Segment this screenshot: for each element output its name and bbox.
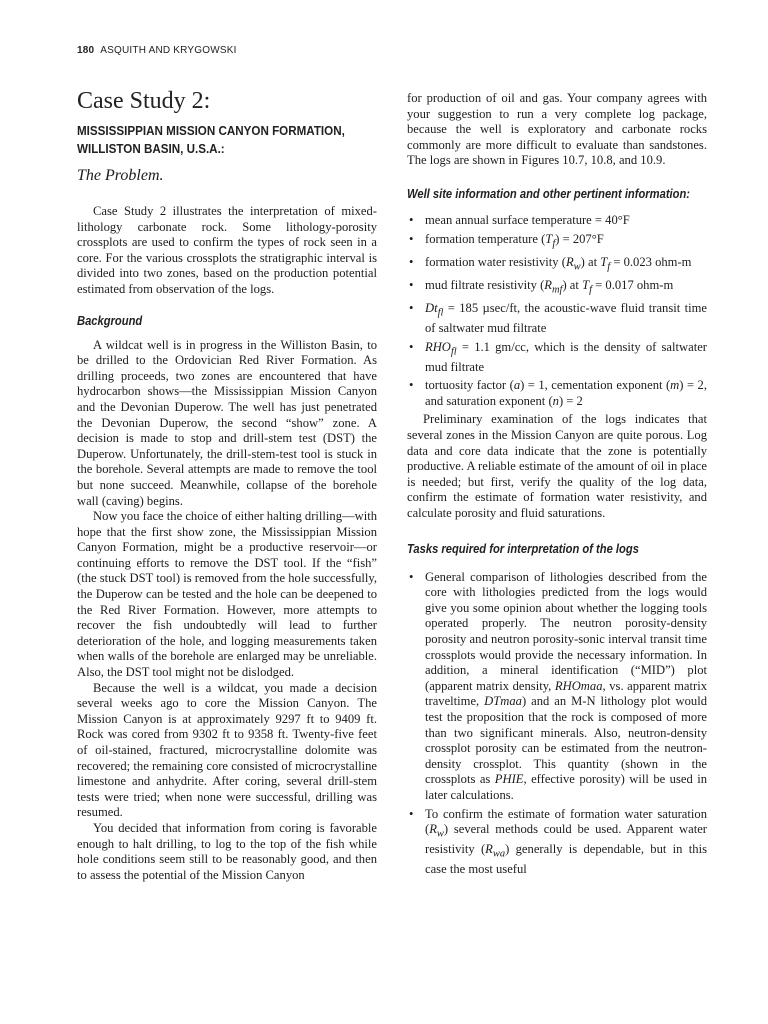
subtitle-line-2: WILLISTON BASIN, U.S.A.: xyxy=(77,142,225,156)
case-study-title: Case Study 2: xyxy=(77,88,211,114)
intro-paragraph: Case Study 2 illustrates the interpretation of mixed-lithology carbonate rock. Some lithology-porosity crossplots are used to confirm the types of rock seen in a core. For the various crossplots the stratigraphic interval is divided into two zones, based on the production potential estimated from observation of the logs. xyxy=(77,204,377,296)
wellsite-heading: Well site information and other pertinent information: xyxy=(407,185,691,201)
list-item: • mud filtrate resistivity $(R_{mf})$ at $T_f = 0.017$ ohm-m xyxy=(409,277,674,296)
background-paragraph-1: A wildcat well is in progress in the Williston Basin, to be drilled to the Ordovician Red River Formation. As drilling proceeds, two zones are encountered that have hydrocarbon shows—the Mississippian Mission Canyon and the Devonian Duperow. The well has just penetrated the Devonian Duperow, the second “show” zone. A decision is made to stop and drill-stem test (DST) the Duperow. Unfortunately, the drill-stem-test tool is stuck in the borehole. Several attempts are made to remove the tool but none succeed. Meanwhile, collapse of the borehole wall (caving) begins. xyxy=(77,337,377,508)
list-item: • $Dt_{fl} = 185$ µsec/ft, the acoustic-wave fluid transit time of saltwater mud filtrate xyxy=(409,300,707,335)
problem-heading: The Problem. xyxy=(77,167,164,184)
background-paragraph-4: You decided that information from coring is favorable enough to halt drilling, to log to the top of the fish while hole conditions seem still to be reasonably good, and then to assess the potential of the Mission Canyon xyxy=(77,820,377,882)
left-column xyxy=(77,86,377,883)
running-head-authors: ASQUITH AND KRYGOWSKI xyxy=(100,45,237,56)
wellsite-list xyxy=(407,213,707,410)
tasks-list xyxy=(407,570,707,878)
list-item: • formation water resistivity $(R_w)$ at $T_f = 0.023$ ohm-m xyxy=(409,254,692,273)
continued-paragraph: for production of oil and gas. Your company agrees with your suggestion to run a very complete log package, because the well is exploratory and carbonate rocks commonly are more difficult to evaluate than sandstones. The logs are shown in Figures 10.7, 10.8, and 10.9. xyxy=(407,91,707,168)
case-study-subtitle xyxy=(77,122,356,158)
right-column xyxy=(407,91,707,881)
list-item: • formation temperature $(T_f) = 207^\circ F$ xyxy=(409,231,604,250)
page-number: 180 xyxy=(77,45,95,56)
list-item: • To confirm the estimate of formation water saturation $(R_w)$ several methods could be used. Apparent water resistivity $(R_{wa})$ generally is dependable, but in this case the most useful xyxy=(409,806,707,877)
list-item: • tortuosity factor (a) = 1, cementation exponent (m) = 2, and saturation exponent (n) = 2 xyxy=(409,378,707,408)
background-paragraph-2: Now you face the choice of either halting drilling—with hope that the first show zone, the Mississippian Mission Canyon Formation, might be a productive reservoir—or continuing efforts to remove the DST tool. If the “fish” (the stuck DST tool) is removed from the hole successfully, the Duperow can be tested and the hole can be deepened to the Red River Formation. However, more attempts to recover the fish undoubtedly will lead to further deterioration of the hole, and logging measurements taken when walls of the borehole are enlarged may be unreliable. Also, the DST tool might not be dislodged. xyxy=(77,509,377,680)
list-item: • mean annual surface temperature = 40°F xyxy=(409,212,630,227)
background-paragraph-3: Because the well is a wildcat, you made a decision several weeks ago to core the Mission Canyon. The Mission Canyon is at approximately 9297 ft to 9409 ft. Rock was cored from 9302 ft to 9358 ft. Twenty-five feet of oil-stained, fractured, microcrystalline dolomite was recovered; the remaining core consisted of microcrystalline limestone and anhydrite. After coring, several drill-stem tests were tried; when none were successful, drilling was resumed. xyxy=(77,680,377,820)
list-item: • $RHO_{fl} = 1.1$ gm/cc, which is the density of saltwater mud filtrate xyxy=(409,339,707,374)
subtitle-line-1: MISSISSIPPIAN MISSION CANYON FORMATION, xyxy=(77,124,345,138)
tasks-heading: Tasks required for interpretation of the logs xyxy=(407,540,639,556)
running-head xyxy=(77,45,237,56)
background-heading: Background xyxy=(77,312,143,328)
list-item: • General comparison of lithologies described from the core with lithologies predicted from the logs would give you some opinion about whether the logging tools operated properly. The neutron porosity-density porosity and neutron porosity-sonic interval transit time crossplots would provide the necessary information. In addition, a mineral identification (“MID”) plot (apparent matrix density, RHOmaa, vs. apparent matrix traveltime, DTmaa) and an M-N lithology plot would test the proposition that the rock is composed of more than two significant minerals. Also, neutron-density crossplot porosity can be estimated from the neutron-density crossplot. This quantity (shown in the crossplots as PHIE, effective porosity) will be used in later calculations. xyxy=(409,569,708,802)
preliminary-paragraph: Preliminary examination of the logs indicates that several zones in the Mission Canyon are quite porous. Log data and core data indicate that the zone is potentially productive. A reliable estimate of the amount of oil in place is needed; but first, verify the quality of the log data, confirm the estimate of formation water resistivity, and calculate porosity and fluid saturations. xyxy=(407,412,707,521)
